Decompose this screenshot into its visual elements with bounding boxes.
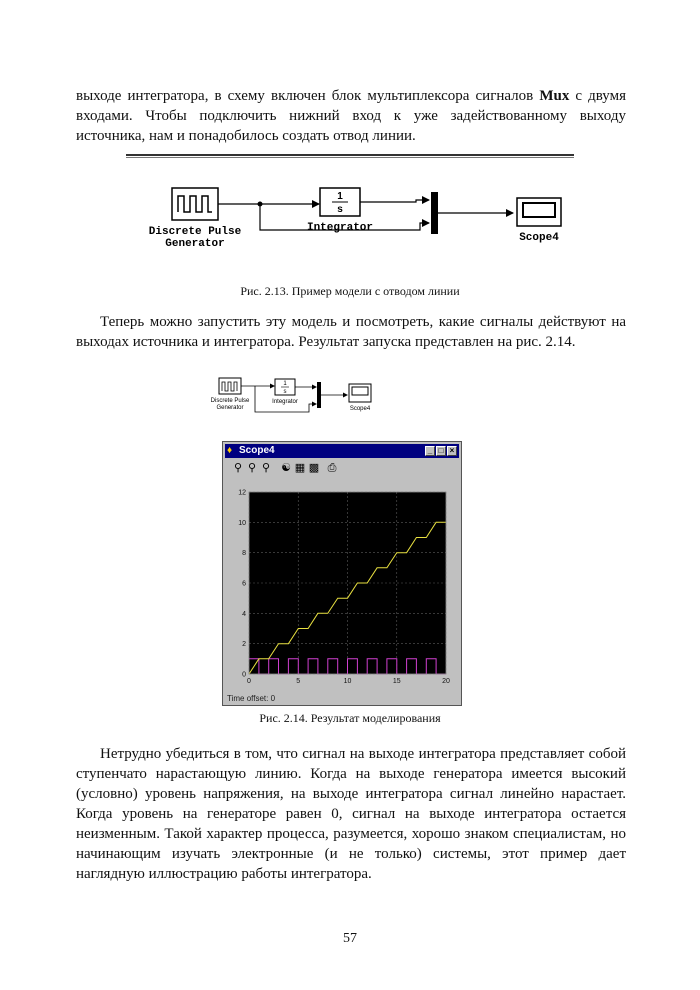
maximize-button[interactable]: □ [436, 446, 446, 456]
simulink-diagram-large [120, 176, 590, 272]
integrator-block[interactable] [320, 188, 360, 216]
scope-label: Scope4 [519, 232, 559, 244]
paragraph-run-model: Теперь можно запустить эту модель и посмотреть, какие сигналы действуют на выходах источника и интегратора. Результат запуска представлен на рис. 2.14. [76, 314, 626, 350]
pulse-signal-line [249, 659, 446, 674]
autoscale-icon[interactable]: ☯ [281, 461, 291, 474]
x-tick-label: 0 [247, 678, 251, 685]
small-pulse-generator-block[interactable] [219, 378, 241, 394]
paragraph-mux-intro [76, 86, 626, 146]
print-icon[interactable]: ⎙ [327, 461, 337, 474]
page-number: 57 [343, 931, 357, 946]
pulse-generator-block[interactable] [172, 188, 218, 220]
small-scope-block[interactable] [349, 384, 371, 402]
horizontal-divider [126, 154, 574, 158]
zoom-icon[interactable]: ⚲ [233, 461, 243, 474]
close-button[interactable]: × [447, 446, 457, 456]
small-generator-label-1: Discrete Pulse [210, 398, 250, 404]
y-tick-label: 2 [242, 641, 246, 649]
scope-titlebar[interactable] [225, 444, 459, 458]
time-offset [227, 694, 275, 703]
small-integrator-label: Integrator [272, 399, 298, 405]
zoom-y-icon[interactable]: ⚲ [261, 461, 271, 474]
paragraph-integrator-explanation: Нетрудно убедиться в том, что сигнал на выходе интегратора представляет собой ступенчато нарастающую линию. Когда на выходе генератора имеется высокий (условно) уровень напряжения, на выходе интегратора сигнал линейно нарастает. Когда уровень на генераторе равен 0, сигнал на выходе интегратора остается неизменным. Такой характер процесса, разумеется, хорошо знаком специалистам, но начинающим изучать электронные (и не только) системы, этот пример дает наглядную иллюстрацию работы интегратора. [76, 746, 626, 882]
scope-plot [223, 480, 461, 694]
x-tick-label: 15 [392, 678, 401, 685]
small-integrator-denominator: s [283, 389, 287, 395]
x-tick-label: 20 [442, 678, 450, 685]
restore-axes-icon[interactable]: ▩ [308, 461, 320, 474]
integrator-denominator: s [337, 204, 343, 215]
small-integrator-block[interactable] [275, 379, 295, 395]
time-offset-label: Time offset: [227, 694, 269, 703]
mux-term: Mux [539, 88, 570, 104]
small-integrator-numerator: 1 [283, 381, 287, 387]
time-offset-value: 0 [270, 694, 276, 703]
paragraph-mux-text-2: с двумя входами. Чтобы подключить нижний вход к уже задействованному выходу источника, нам и понадобилось создать отвод линии. [76, 88, 627, 144]
integrator-label: Integrator [306, 222, 374, 234]
x-tick-label: 5 [296, 678, 301, 685]
y-tick-label: 6 [242, 580, 246, 588]
scope-app-icon: ♦ [227, 445, 233, 456]
y-tick-label: 4 [242, 610, 246, 618]
paragraph-mux-text-1: выходе интегратора, в схему включен блок мультиплексора сигналов [76, 88, 540, 104]
integrator-numerator: 1 [337, 191, 343, 202]
save-axes-icon[interactable]: ▦ [294, 461, 306, 474]
minimize-button[interactable]: _ [425, 446, 435, 456]
generator-label-1: Discrete Pulse [148, 226, 242, 238]
y-tick-label: 8 [242, 550, 246, 558]
wire-integrator-mux [360, 200, 429, 202]
figure-caption-2-13: Рис. 2.13. Пример модели с отводом линии [240, 284, 460, 298]
generator-label-2: Generator [165, 238, 225, 250]
y-tick-label: 12 [238, 489, 246, 497]
simulink-diagram-small [205, 374, 395, 426]
mux-block[interactable] [431, 192, 438, 234]
small-scope-label: Scope4 [349, 406, 371, 412]
zoom-x-icon[interactable]: ⚲ [247, 461, 257, 474]
y-tick-label: 0 [242, 671, 246, 679]
small-mux-block[interactable] [317, 382, 321, 408]
y-tick-label: 10 [238, 519, 246, 527]
x-tick-label: 10 [343, 678, 352, 685]
small-generator-label-2: Generator [216, 405, 244, 411]
scope-window-title: Scope4 [239, 445, 275, 456]
figure-caption-2-14: Рис. 2.14. Результат моделирования [259, 711, 441, 725]
scope-block[interactable] [517, 198, 561, 226]
scope-window [222, 441, 462, 706]
scope-toolbar [225, 460, 459, 478]
